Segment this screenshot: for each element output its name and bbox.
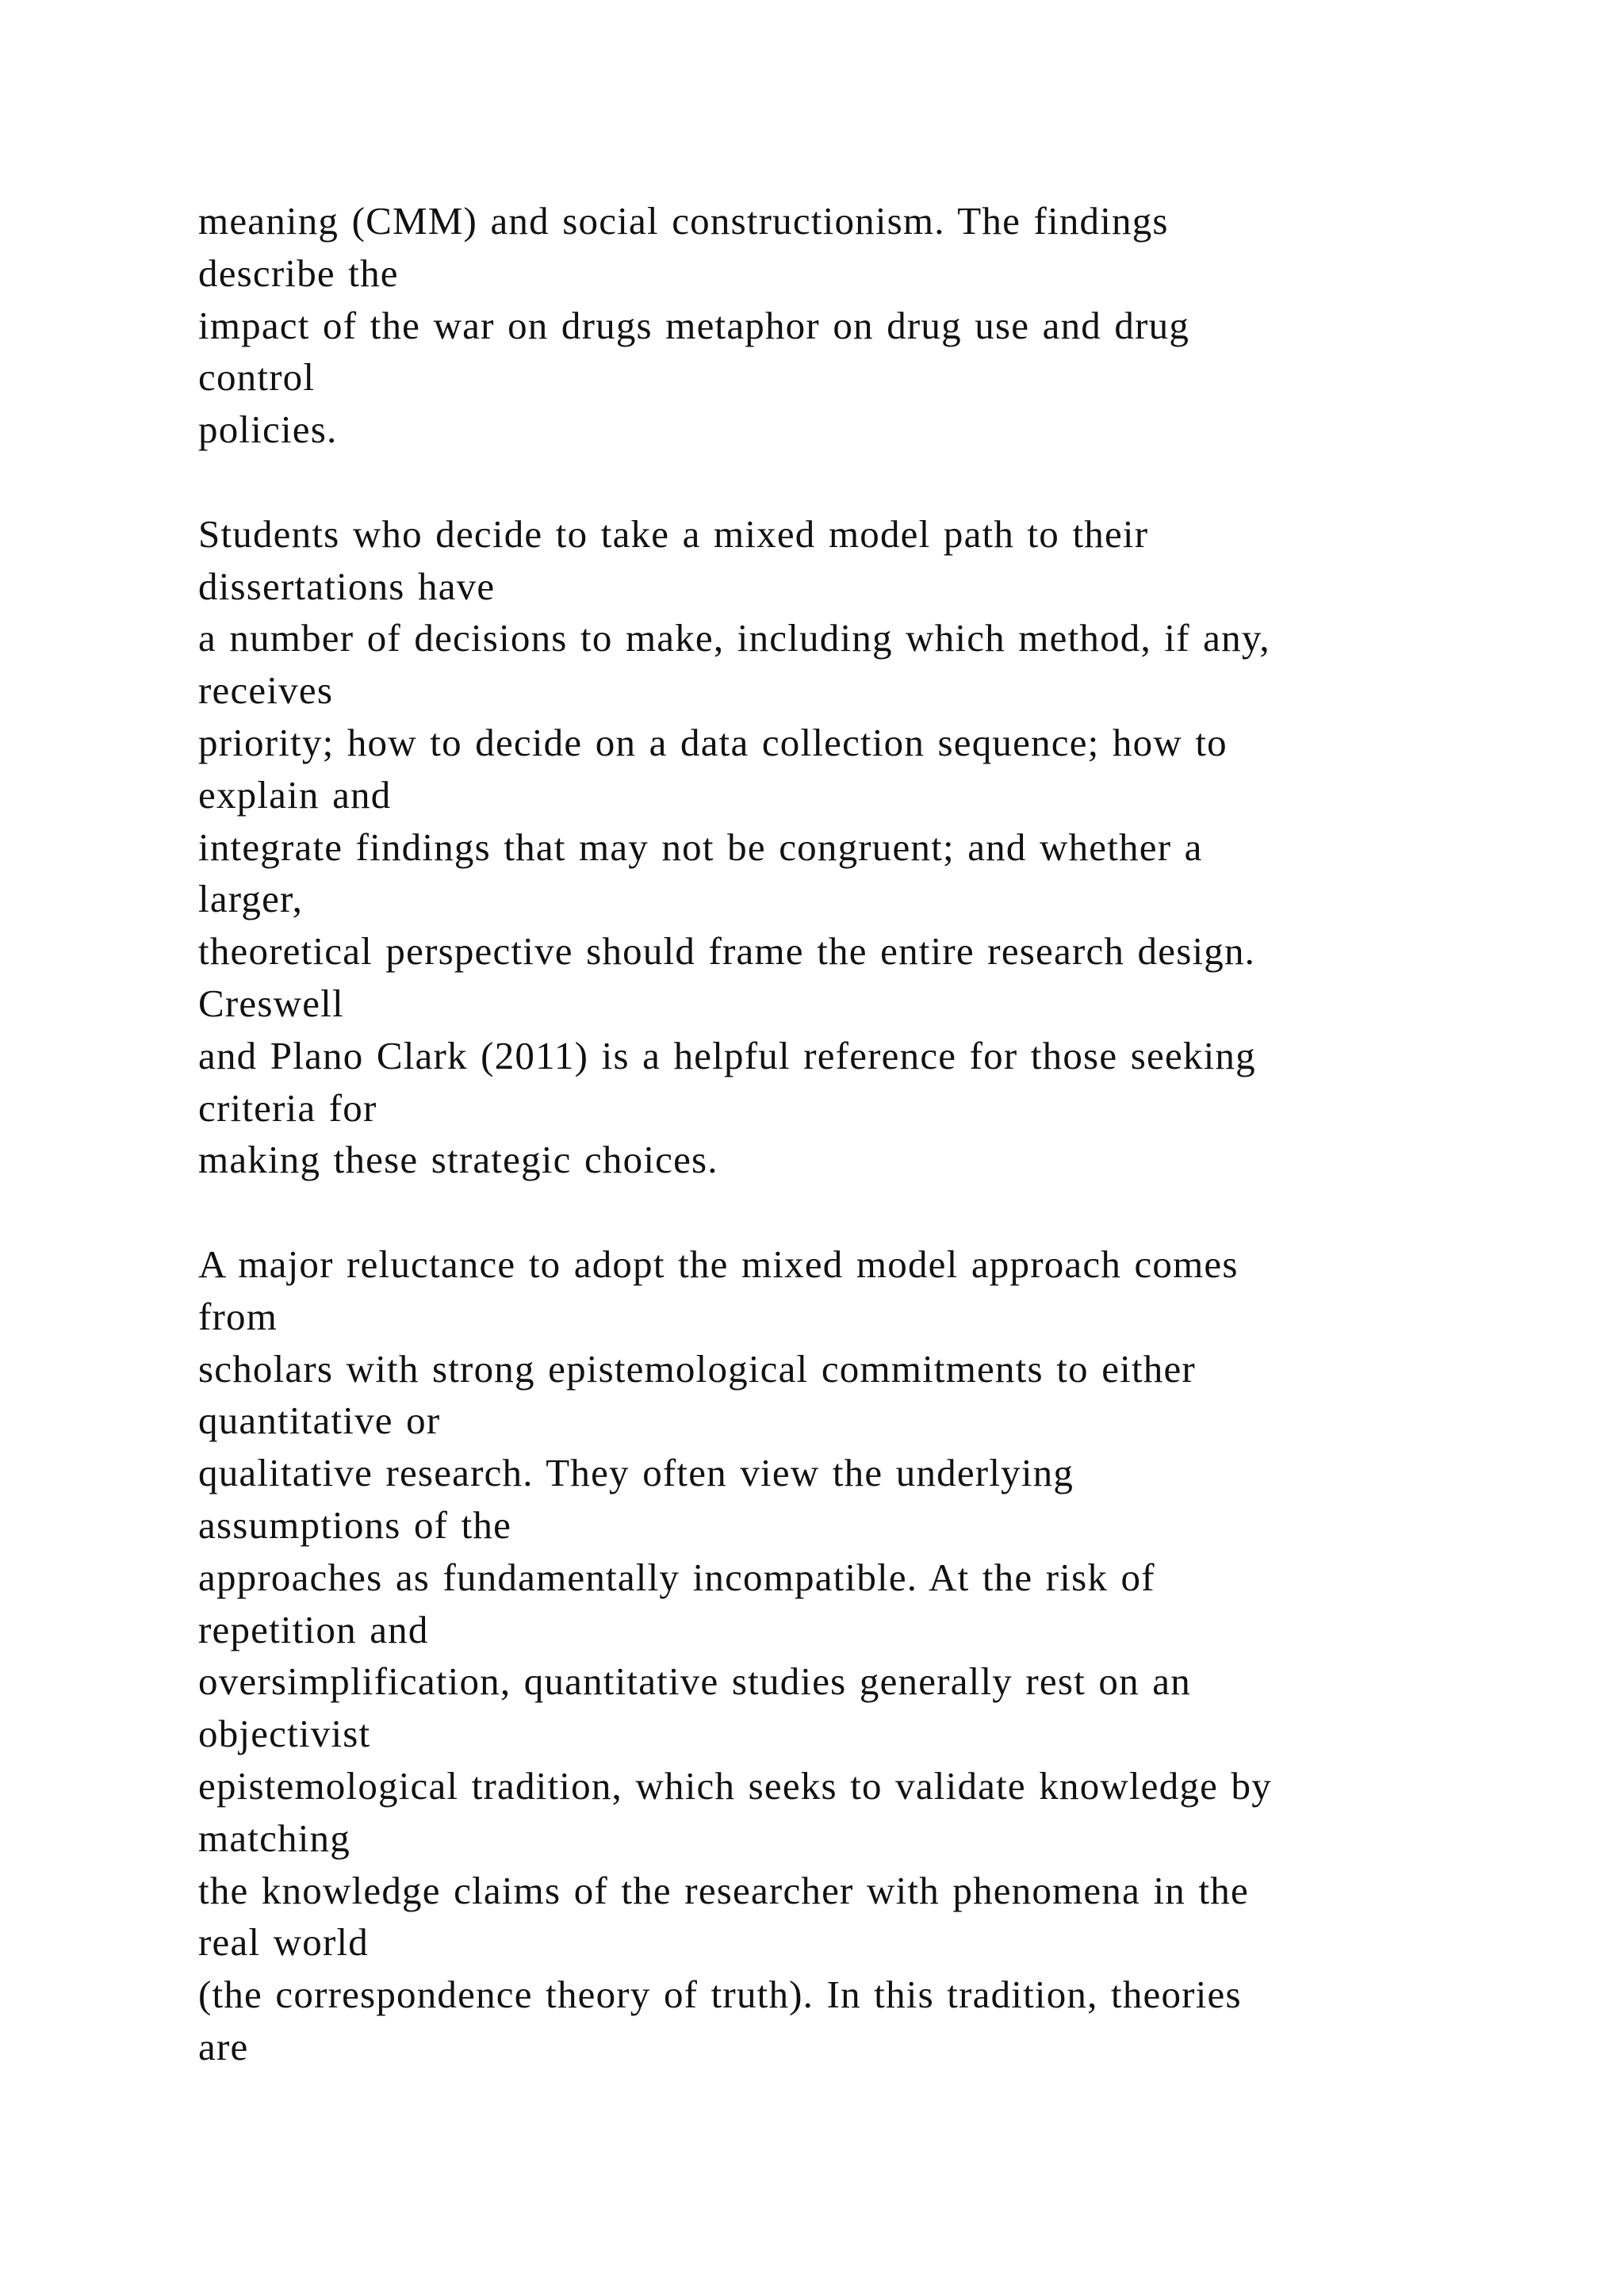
text-line: A major reluctance to adopt the mixed model approach comes <box>198 1242 1239 1286</box>
paragraph-gap <box>198 1186 1546 1238</box>
text-line: real world <box>198 1920 369 1965</box>
text-line: Students who decide to take a mixed model path to their <box>198 511 1149 556</box>
text-line: scholars with strong epistemological commitments to either <box>198 1346 1196 1391</box>
text-line: impact of the war on drugs metaphor on drug use and drug <box>198 303 1190 347</box>
paragraph-gap <box>198 456 1546 508</box>
text-line: are <box>198 2024 249 2068</box>
text-line: oversimplification, quantitative studies generally rest on an <box>198 1659 1191 1704</box>
text-line: policies. <box>198 408 338 452</box>
text-line: larger, <box>198 877 304 921</box>
text-line: meaning (CMM) and social constructionism. The findings <box>198 199 1169 243</box>
text-line: (the correspondence theory of truth). In this tradition, theories <box>198 1973 1242 2017</box>
text-line: criteria for <box>198 1085 377 1130</box>
text-line: integrate findings that may not be congruent; and whether a <box>198 825 1203 869</box>
text-line: epistemological tradition, which seeks to validate knowledge by <box>198 1763 1272 1808</box>
text-line: describe the <box>198 251 399 295</box>
text-line: objectivist <box>198 1712 371 1756</box>
text-line: priority; how to decide on a data collection sequence; how to <box>198 720 1228 764</box>
text-line: and Plano Clark (2011) is a helpful reference for those seeking <box>198 1033 1256 1077</box>
text-line: approaches as fundamentally incompatible. At the risk of <box>198 1555 1155 1599</box>
text-line: explain and <box>198 772 392 817</box>
text-line: assumptions of the <box>198 1502 512 1547</box>
body-text <box>198 195 1546 2073</box>
text-line: making these strategic choices. <box>198 1138 718 1182</box>
text-line: dissertations have <box>198 564 496 608</box>
text-line: matching <box>198 1816 350 1860</box>
text-line: from <box>198 1294 278 1338</box>
text-line: a number of decisions to make, including which method, if any, <box>198 616 1270 660</box>
text-line: repetition and <box>198 1607 429 1651</box>
text-line: receives <box>198 668 334 713</box>
text-line: the knowledge claims of the researcher with phenomena in the <box>198 1868 1249 1912</box>
text-line: Creswell <box>198 981 344 1025</box>
text-line: theoretical perspective should frame the entire research design. <box>198 929 1256 974</box>
text-line: qualitative research. They often view the underlying <box>198 1451 1074 1495</box>
text-line: control <box>198 355 316 400</box>
text-line: quantitative or <box>198 1399 441 1443</box>
